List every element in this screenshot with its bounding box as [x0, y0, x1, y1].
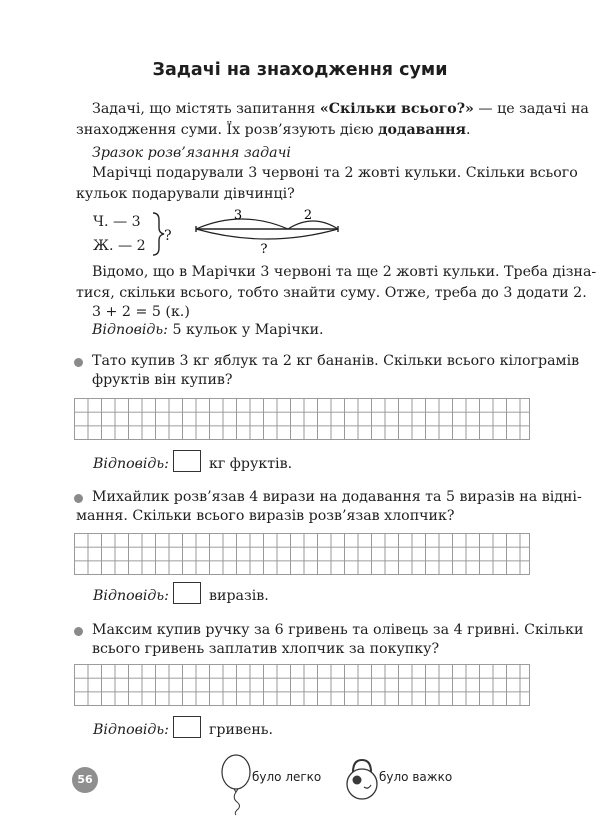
- task-3-bullet-icon: [74, 627, 83, 636]
- task-2-answer-label: [93, 586, 169, 607]
- diagram-label-3: 3: [233, 208, 243, 223]
- task-2-grid[interactable]: [74, 533, 530, 575]
- task-2-answer-unit: виразів.: [209, 588, 269, 604]
- diagram-label-total: ?: [260, 242, 268, 253]
- short-record-question: ?: [164, 228, 172, 244]
- sample-heading: Зразок розв’язання задачі: [92, 145, 291, 161]
- sample-expression: 3 + 2 = 5 (к.): [92, 304, 190, 320]
- sample-answer-text: 5 кульок у Марічки.: [167, 322, 324, 338]
- explanation-line-2: тися, скільки всього, тобто знайти суму. Отже, треба до 3 додати 2.: [76, 285, 587, 301]
- short-record-yellow: Ж. — 2: [93, 238, 146, 254]
- intro-period: .: [465, 122, 471, 138]
- task-1-line-2: фруктів він купив?: [92, 372, 233, 388]
- task-2-answer-box[interactable]: [173, 582, 201, 604]
- task-3-answer-label: [93, 720, 169, 741]
- task-3-grid[interactable]: [74, 664, 530, 706]
- intro-operation: додавання: [378, 122, 466, 138]
- intro-text-end: — це задачі на: [473, 101, 589, 117]
- task-1-answer-label: [93, 454, 169, 475]
- sample-problem-line-2: кульок подарували дівчинці?: [76, 186, 295, 202]
- task-1-answer-unit: кг фруктів.: [209, 456, 293, 472]
- intro-line-2: [76, 120, 470, 141]
- task-3-answer-word: Відповідь:: [93, 722, 169, 738]
- task-2-line-1: Михайлик розв’язав 4 вирази на додавання та 5 виразів на відні-: [92, 489, 582, 505]
- task-3-line-1: Максим купив ручку за 6 гривень та олівець за 4 гривні. Скільки: [92, 622, 584, 638]
- easy-label: було легко: [252, 770, 322, 784]
- balloon-icon[interactable]: [212, 752, 260, 816]
- task-1-answer-box[interactable]: [173, 450, 201, 472]
- intro-text: Задачі, що містять запитання: [92, 101, 320, 117]
- task-1-line-1: Тато купив 3 кг яблук та 2 кг бананів. Скільки всього кілограмів: [92, 353, 580, 369]
- task-1-answer-word: Відповідь:: [93, 456, 169, 472]
- short-record-red: Ч. — 3: [93, 214, 141, 230]
- task-2-line-2: мання. Скільки всього виразів розв’язав хлопчик?: [76, 508, 455, 524]
- intro-question: «Скільки всього?»: [319, 101, 474, 117]
- diagram-label-2: 2: [303, 208, 313, 223]
- task-1-bullet-icon: [74, 358, 83, 367]
- task-3-answer-box[interactable]: [173, 716, 201, 738]
- task-1-grid[interactable]: [74, 398, 530, 440]
- task-3-answer-unit: гривень.: [209, 722, 274, 738]
- task-3-line-2: всього гривень заплатив хлопчик за покупку?: [92, 641, 440, 657]
- sample-answer-label: Відповідь:: [92, 322, 168, 338]
- explanation-line-1: Відомо, що в Марічки 3 червоні та ще 2 жовті кульки. Треба дізна-: [92, 264, 597, 280]
- page-title: Задачі на знаходження суми: [152, 60, 448, 80]
- sample-problem-line-1: Марічці подарували 3 червоні та 2 жовті кульки. Скільки всього: [92, 165, 578, 181]
- sample-answer: [92, 320, 324, 341]
- kettlebell-icon[interactable]: [340, 756, 384, 802]
- task-2-answer-word: Відповідь:: [93, 588, 169, 604]
- task-2-bullet-icon: [74, 494, 83, 503]
- segment-diagram: [190, 205, 355, 253]
- hard-label: було важко: [379, 770, 453, 784]
- intro-text-2: знаходження суми. Їх розв’язують дією: [76, 122, 379, 138]
- intro-line-1: [92, 99, 589, 120]
- page-number: 56: [72, 767, 98, 793]
